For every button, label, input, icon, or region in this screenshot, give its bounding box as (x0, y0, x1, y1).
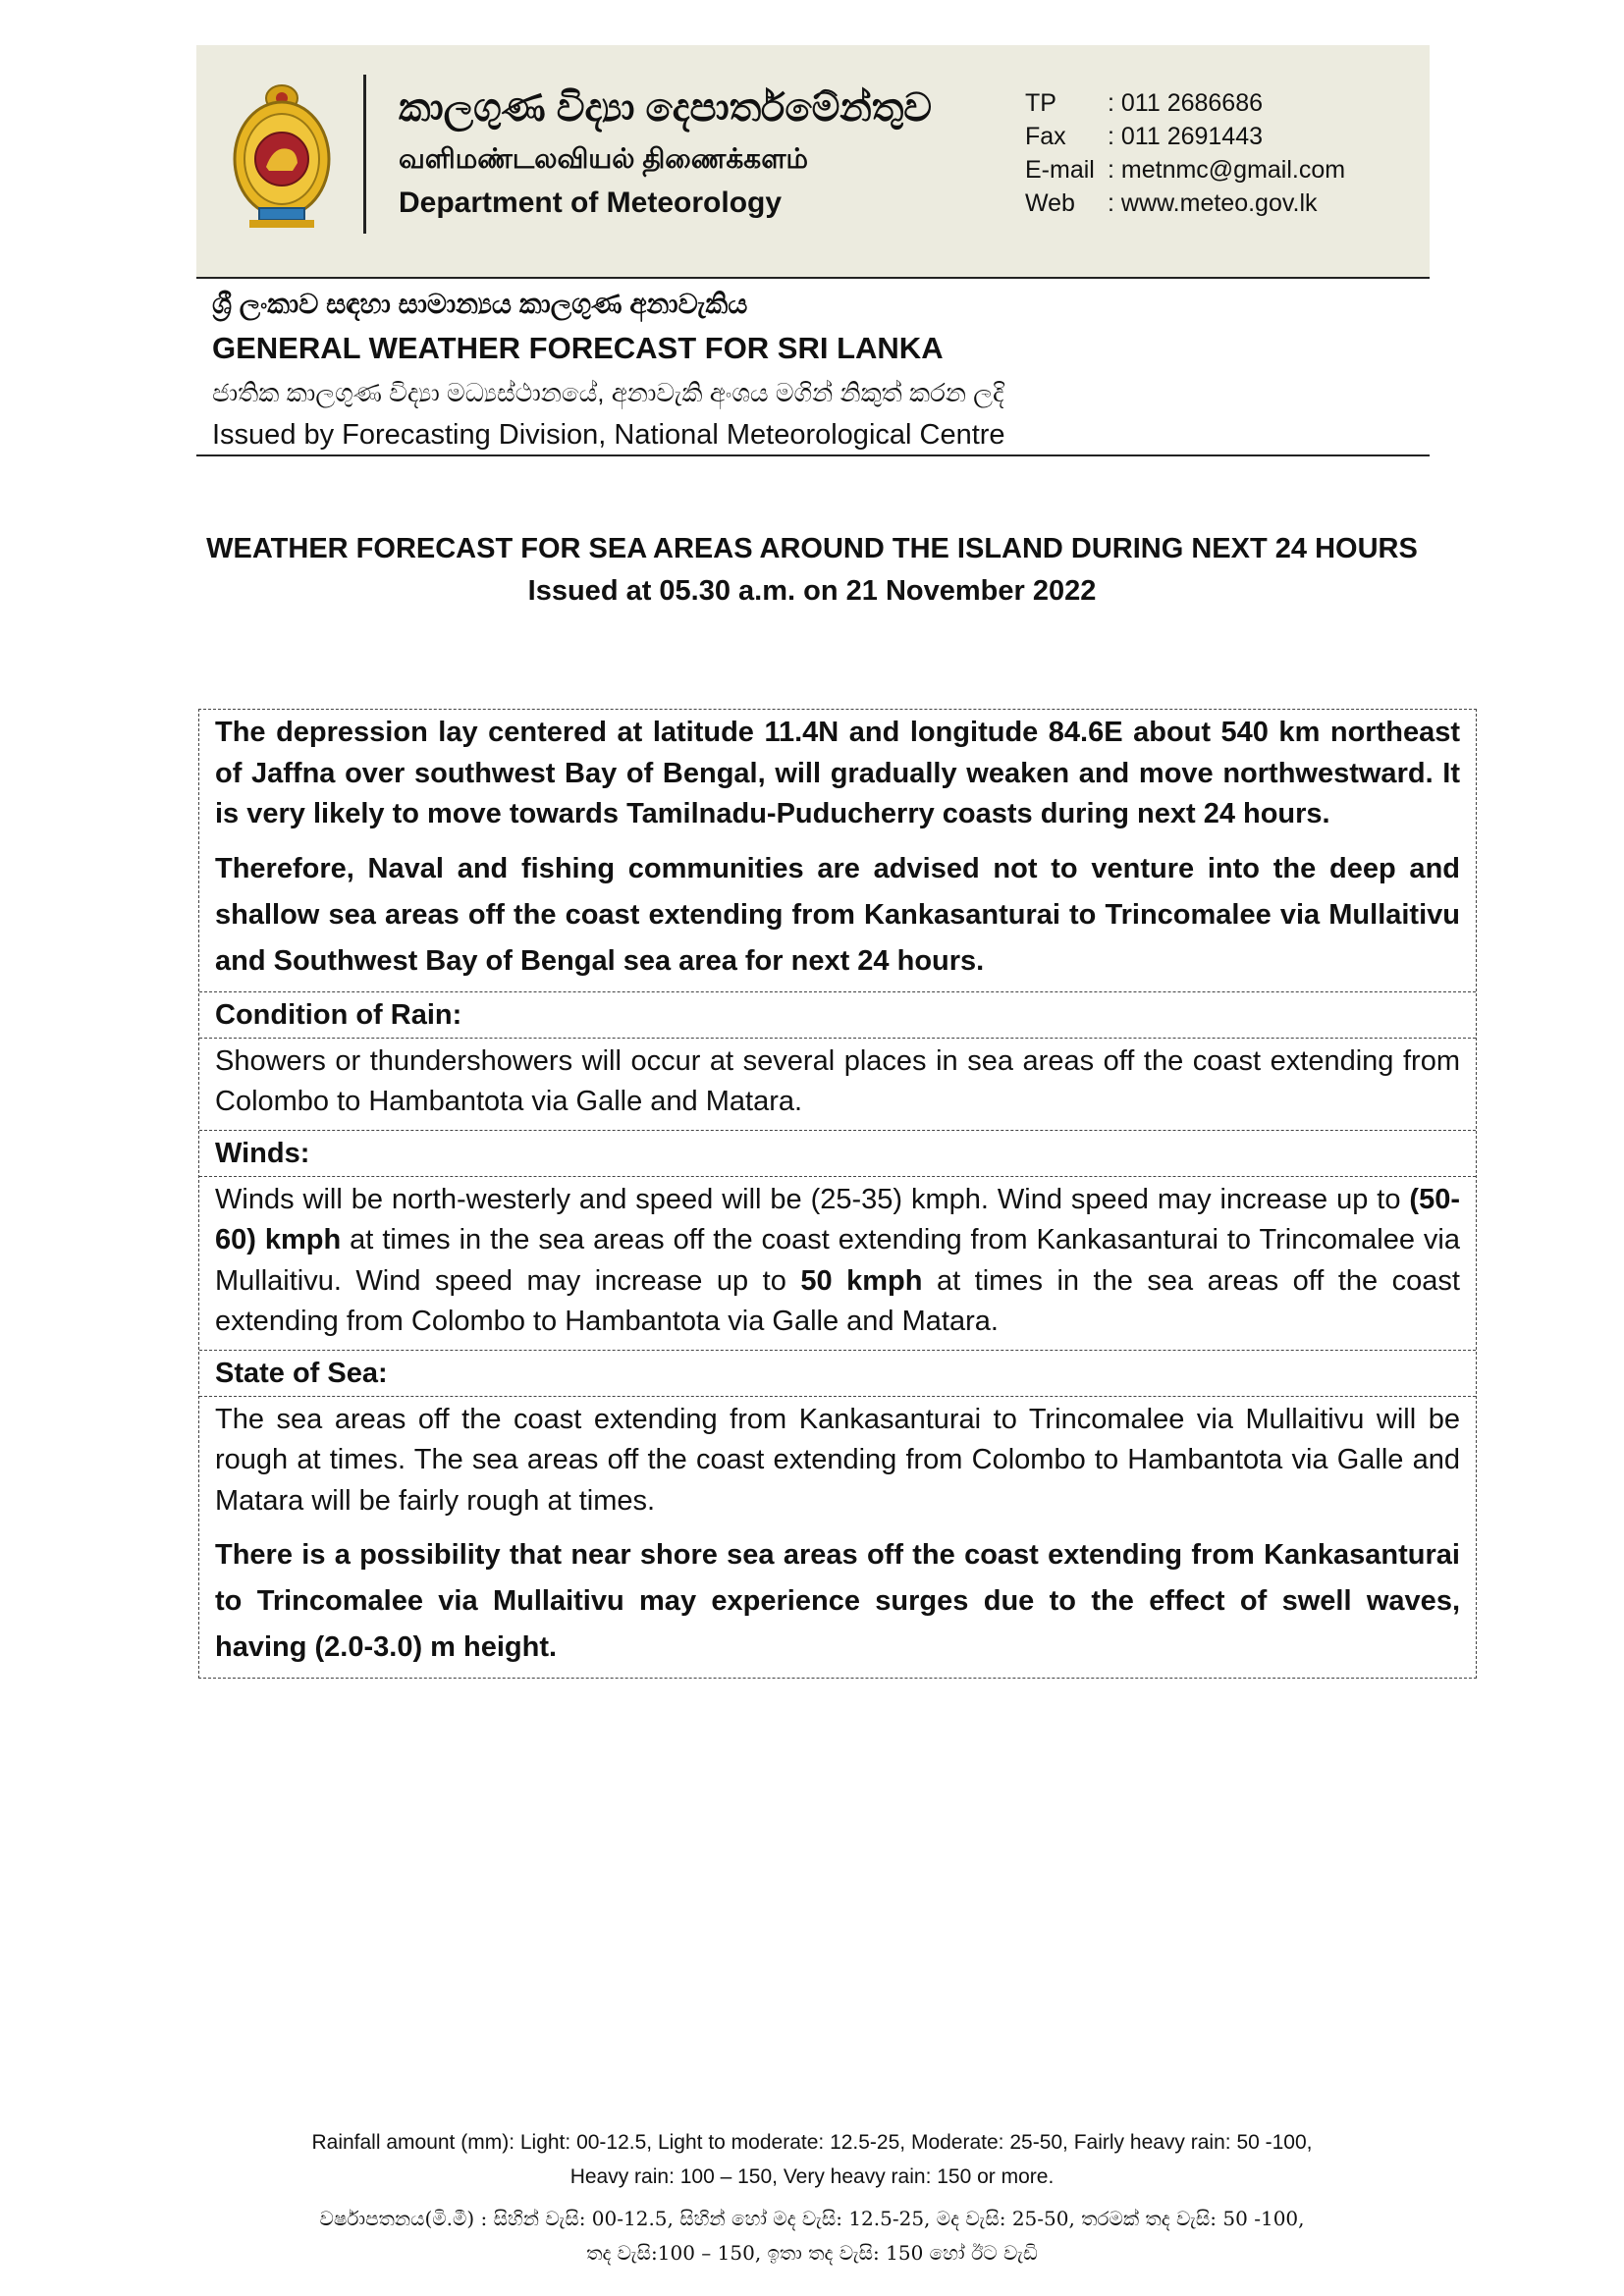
depression-paragraph: The depression lay centered at latitude 11.4N and longitude 84.6E about 540 km northeast of Jaffna over southwest Bay of Bengal, will gradually weaken and move northwestward. It is very likely to move towards Tamilnadu-Puducherry coasts during next 24 hours. (215, 717, 1460, 829)
contact-label: Fax (1025, 123, 1066, 150)
forecast-title-english: GENERAL WEATHER FORECAST FOR SRI LANKA (212, 331, 944, 365)
surge-warning: There is a possibility that near shore sea areas off the coast extending from Kankasanturai to Trincomalee via Mullaitivu may experience surges due to the effect of swell waves, having (2.0-3.0) m height. (215, 1539, 1460, 1663)
forecast-box (198, 709, 1477, 1679)
winds-text-part: at times in the sea areas off the coast extending from Kankasanturai to Trincomalee via Mullaitivu. Wind speed may increase up to (215, 1224, 1460, 1297)
rainfall-legend-english-1: Rainfall amount (mm): Light: 00-12.5, Light to moderate: 12.5-25, Moderate: 25-50, Fairly heavy rain: 50 -100, (311, 2131, 1313, 2154)
wind-speed-highlight: (50-60) kmph (215, 1183, 1460, 1255)
contact-phone (1025, 86, 1345, 120)
sri-lanka-emblem-icon (230, 77, 334, 230)
contact-value: : 011 2691443 (1108, 123, 1264, 150)
issuer-english: Issued by Forecasting Division, National Meteorological Centre (212, 419, 1005, 451)
contact-value: : 011 2686686 (1108, 89, 1264, 117)
contact-details (1025, 86, 1345, 220)
forecast-title-sinhala: ශ්‍රී ලංකාව සඳහා සාමාන්‍යය කාලගුණ අනාවැකිය (212, 289, 748, 319)
contact-label: E-mail (1025, 156, 1095, 184)
letterhead-divider (363, 75, 366, 234)
contact-email (1025, 153, 1345, 187)
sea-state (199, 1397, 1476, 1679)
forecast-subheader (212, 289, 1005, 452)
contact-label: Web (1025, 189, 1075, 217)
rainfall-legend-sinhala-1: වර්ෂාපතනය(මි.මී) : සිහින් වැසි: 00-12.5, සිහින් හෝ මද වැසි: 12.5-25, මද වැසි: 25-50, තරමක් තද වැසි: 50 -100, (319, 2207, 1305, 2230)
winds-text-part: Winds will be north-westerly and speed will be (25-35) kmph. Wind speed may increase up to (215, 1183, 1410, 1215)
contact-web (1025, 187, 1345, 220)
issue-datetime: Issued at 05.30 a.m. on 21 November 2022 (527, 575, 1097, 607)
sea-state-text: The sea areas off the coast extending from Kankasanturai to Trincomalee via Mullaitivu will be rough at times. The sea areas off the coast extending from Colombo to Hambantota via Galle and Matara will be fairly rough at times. (215, 1403, 1460, 1517)
document-title: WEATHER FORECAST FOR SEA AREAS AROUND THE ISLAND DURING NEXT 24 HOURS (206, 533, 1418, 564)
rain-heading: Condition of Rain: (199, 992, 1476, 1039)
department-name-english: Department of Meteorology (399, 187, 783, 219)
contact-value: : metnmc@gmail.com (1108, 156, 1346, 184)
header-divider (196, 454, 1430, 456)
winds-heading: Winds: (199, 1131, 1476, 1177)
rainfall-legend (0, 2125, 1624, 2270)
letterhead (196, 45, 1430, 279)
rainfall-legend-sinhala-2: තද වැසි:100 – 150, ඉතා තද වැසි: 150 හෝ ඊට වැඩි (586, 2241, 1038, 2265)
sea-heading: State of Sea: (199, 1351, 1476, 1397)
rainfall-legend-english-2: Heavy rain: 100 – 150, Very heavy rain: 150 or more. (569, 2165, 1055, 2188)
winds-text-part: at times in the sea areas off the coast extending from Colombo to Hambantota via Galle and Matara. (215, 1264, 1460, 1337)
wind-speed-highlight: 50 kmph (800, 1264, 923, 1297)
depression-summary (199, 710, 1476, 992)
department-name-sinhala: කාලගුණ විද්‍යා දෙපාර්තමේන්තුව (399, 86, 933, 130)
advisory-paragraph: Therefore, Naval and fishing communities are advised not to venture into the deep and shallow sea areas off the coast extending from Kankasanturai to Trincomalee via Mullaitivu and Southwest Bay of Bengal sea area for next 24 hours. (215, 852, 1460, 977)
issuer-sinhala: ජාතික කාලගුණ විද්‍යා මධ්‍යස්ථානයේ, අනාවැකි අංශය මගින් නිකුත් කරන ලදි (212, 378, 1004, 407)
contact-value: : www.meteo.gov.lk (1108, 189, 1318, 217)
department-name-tamil: வளிமண்டலவியல் திணைக்களம் (399, 143, 809, 174)
contact-fax (1025, 120, 1345, 153)
rain-text: Showers or thundershowers will occur at several places in sea areas off the coast extending from Colombo to Hambantota via Galle and Matara. (199, 1039, 1476, 1131)
winds-text (199, 1177, 1476, 1351)
contact-label: TP (1025, 89, 1056, 117)
